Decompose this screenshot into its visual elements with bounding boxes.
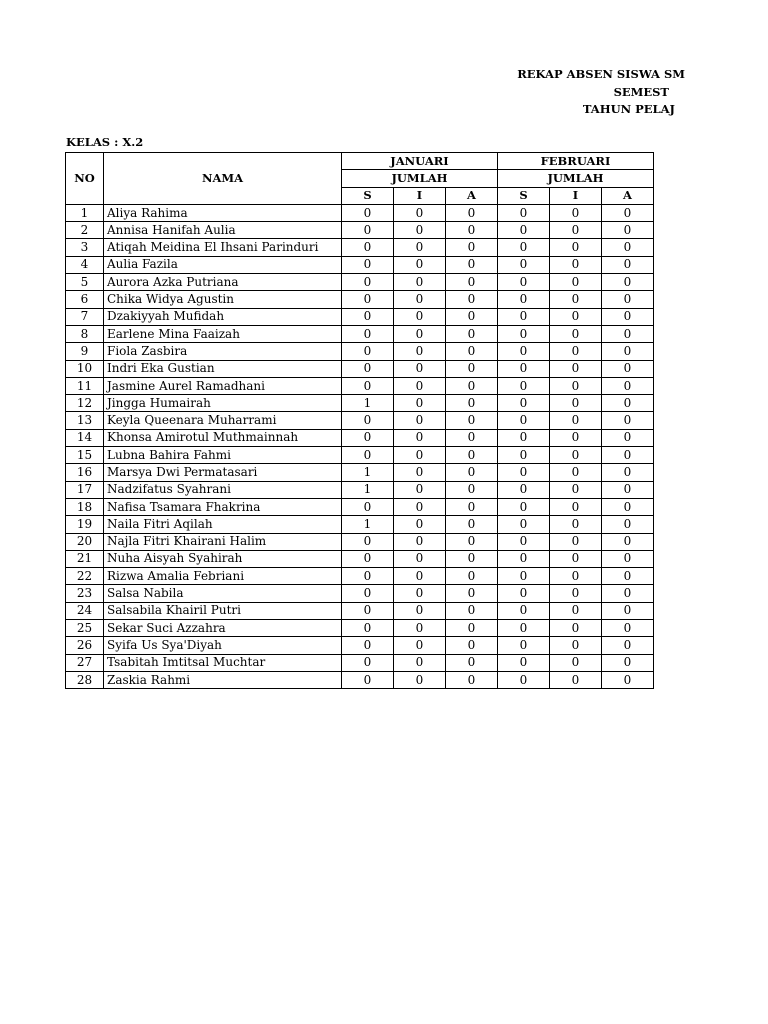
cell-a-february: 0 [602,637,654,654]
student-name: Aulia Fazila [104,256,342,273]
cell-s-january: 0 [342,222,394,239]
cell-s-february: 0 [498,481,550,498]
cell-s-february: 0 [498,343,550,360]
cell-a-january: 0 [446,585,498,602]
table-body [66,204,654,688]
student-name: Khonsa Amirotul Muthmainnah [104,429,342,446]
cell-s-february: 0 [498,325,550,342]
cell-s-january: 0 [342,274,394,291]
student-name: Jingga Humairah [104,395,342,412]
cell-s-january: 0 [342,412,394,429]
cell-a-february: 0 [602,291,654,308]
cell-i-february: 0 [550,308,602,325]
student-name: Aliya Rahima [104,204,342,221]
cell-i-february: 0 [550,429,602,446]
cell-a-february: 0 [602,602,654,619]
student-name: Indri Eka Gustian [104,360,342,377]
cell-a-january: 0 [446,481,498,498]
cell-s-january: 0 [342,256,394,273]
cell-s-january: 0 [342,239,394,256]
cell-i-february: 0 [550,516,602,533]
cell-a-january: 0 [446,602,498,619]
cell-i-february: 0 [550,654,602,671]
cell-i-january: 0 [394,308,446,325]
cell-a-january: 0 [446,325,498,342]
cell-i-january: 0 [394,429,446,446]
cell-s-february: 0 [498,498,550,515]
cell-a-january: 0 [446,360,498,377]
table-row [66,377,654,394]
cell-i-january: 0 [394,568,446,585]
student-name: Sekar Suci Azzahra [104,620,342,637]
cell-i-january: 0 [394,256,446,273]
cell-s-january: 1 [342,464,394,481]
student-name: Fiola Zasbira [104,343,342,360]
row-number: 19 [66,516,104,533]
attendance-table [65,152,654,689]
cell-a-january: 0 [446,429,498,446]
table-row [66,274,654,291]
month-header-february: FEBRUARI [498,153,654,170]
cell-s-february: 0 [498,239,550,256]
table-row [66,308,654,325]
cell-i-february: 0 [550,498,602,515]
cell-s-january: 0 [342,602,394,619]
table-header [66,153,654,205]
cell-i-february: 0 [550,204,602,221]
cell-i-january: 0 [394,274,446,291]
cell-a-february: 0 [602,412,654,429]
row-number: 28 [66,671,104,688]
cell-s-february: 0 [498,516,550,533]
table-row [66,620,654,637]
row-number: 2 [66,222,104,239]
cell-s-january: 0 [342,325,394,342]
cell-a-january: 0 [446,620,498,637]
cell-i-february: 0 [550,291,602,308]
cell-i-february: 0 [550,585,602,602]
cell-i-january: 0 [394,395,446,412]
student-name: Marsya Dwi Permatasari [104,464,342,481]
cell-i-february: 0 [550,377,602,394]
cell-i-january: 0 [394,550,446,567]
student-name: Nafisa Tsamara Fhakrina [104,498,342,515]
cell-s-february: 0 [498,256,550,273]
cell-s-january: 0 [342,637,394,654]
row-number: 14 [66,429,104,446]
cell-i-january: 0 [394,637,446,654]
cell-s-january: 0 [342,308,394,325]
cell-i-january: 0 [394,654,446,671]
student-name: Jasmine Aurel Ramadhani [104,377,342,394]
cell-s-january: 0 [342,533,394,550]
student-name: Salsa Nabila [104,585,342,602]
cell-i-january: 0 [394,343,446,360]
cell-i-february: 0 [550,620,602,637]
row-number: 16 [66,464,104,481]
cell-a-february: 0 [602,620,654,637]
student-name: Annisa Hanifah Aulia [104,222,342,239]
cell-a-february: 0 [602,377,654,394]
table-row [66,533,654,550]
report-academic-year: TAHUN PELAJ [582,102,675,116]
cell-a-january: 0 [446,654,498,671]
table-row [66,585,654,602]
cell-a-february: 0 [602,464,654,481]
col-header-a-february: A [602,187,654,204]
cell-a-january: 0 [446,274,498,291]
cell-a-february: 0 [602,447,654,464]
row-number: 13 [66,412,104,429]
cell-a-february: 0 [602,256,654,273]
cell-a-january: 0 [446,568,498,585]
cell-i-january: 0 [394,239,446,256]
row-number: 1 [66,204,104,221]
table-row [66,325,654,342]
cell-i-february: 0 [550,568,602,585]
student-name: Chika Widya Agustin [104,291,342,308]
table-row [66,395,654,412]
cell-i-january: 0 [394,204,446,221]
month-header-january: JANUARI [342,153,498,170]
student-name: Nuha Aisyah Syahirah [104,550,342,567]
cell-s-january: 0 [342,654,394,671]
cell-i-january: 0 [394,481,446,498]
cell-i-january: 0 [394,671,446,688]
table-row [66,239,654,256]
cell-i-january: 0 [394,498,446,515]
cell-a-february: 0 [602,325,654,342]
cell-s-january: 0 [342,204,394,221]
row-number: 25 [66,620,104,637]
table-row [66,637,654,654]
table-row [66,412,654,429]
student-name: Keyla Queenara Muharrami [104,412,342,429]
cell-a-january: 0 [446,308,498,325]
cell-i-january: 0 [394,533,446,550]
cell-i-january: 0 [394,620,446,637]
table-row [66,671,654,688]
cell-s-february: 0 [498,222,550,239]
student-name: Najla Fitri Khairani Halim [104,533,342,550]
cell-s-february: 0 [498,274,550,291]
cell-s-february: 0 [498,360,550,377]
cell-s-january: 0 [342,568,394,585]
cell-i-february: 0 [550,256,602,273]
cell-s-february: 0 [498,671,550,688]
table-row [66,654,654,671]
table-row [66,222,654,239]
row-number: 20 [66,533,104,550]
cell-s-january: 0 [342,585,394,602]
cell-a-january: 0 [446,464,498,481]
cell-s-january: 0 [342,343,394,360]
cell-i-february: 0 [550,325,602,342]
table-row [66,256,654,273]
cell-i-february: 0 [550,637,602,654]
cell-a-january: 0 [446,395,498,412]
cell-a-february: 0 [602,533,654,550]
cell-a-february: 0 [602,516,654,533]
cell-a-january: 0 [446,291,498,308]
cell-a-february: 0 [602,274,654,291]
cell-a-february: 0 [602,585,654,602]
cell-s-february: 0 [498,377,550,394]
cell-a-february: 0 [602,360,654,377]
row-number: 3 [66,239,104,256]
student-name: Zaskia Rahmi [104,671,342,688]
table-row [66,360,654,377]
table-row [66,498,654,515]
cell-a-february: 0 [602,204,654,221]
cell-s-february: 0 [498,585,550,602]
col-header-no: NO [66,153,104,205]
cell-a-february: 0 [602,481,654,498]
student-name: Salsabila Khairil Putri [104,602,342,619]
table-row [66,568,654,585]
row-number: 9 [66,343,104,360]
cell-i-february: 0 [550,464,602,481]
table-row [66,516,654,533]
table-row [66,204,654,221]
cell-s-january: 0 [342,360,394,377]
table-row [66,343,654,360]
report-title: REKAP ABSEN SISWA SM [517,67,685,81]
table-row [66,550,654,567]
cell-i-january: 0 [394,377,446,394]
cell-s-february: 0 [498,620,550,637]
cell-i-january: 0 [394,585,446,602]
cell-a-january: 0 [446,516,498,533]
cell-a-february: 0 [602,671,654,688]
cell-i-february: 0 [550,550,602,567]
table-row [66,464,654,481]
row-number: 17 [66,481,104,498]
cell-i-january: 0 [394,516,446,533]
cell-i-february: 0 [550,274,602,291]
class-label: KELAS : X.2 [66,135,144,149]
cell-s-january: 0 [342,671,394,688]
cell-s-february: 0 [498,568,550,585]
cell-a-january: 0 [446,671,498,688]
cell-s-january: 0 [342,498,394,515]
student-name: Earlene Mina Faaizah [104,325,342,342]
cell-s-february: 0 [498,412,550,429]
cell-s-january: 0 [342,447,394,464]
row-number: 10 [66,360,104,377]
cell-a-january: 0 [446,550,498,567]
cell-a-february: 0 [602,239,654,256]
cell-s-january: 1 [342,481,394,498]
cell-s-february: 0 [498,464,550,481]
cell-i-january: 0 [394,291,446,308]
cell-s-february: 0 [498,654,550,671]
cell-i-february: 0 [550,395,602,412]
cell-i-january: 0 [394,412,446,429]
cell-i-february: 0 [550,412,602,429]
student-name: Tsabitah Imtitsal Muchtar [104,654,342,671]
cell-a-january: 0 [446,222,498,239]
cell-s-february: 0 [498,429,550,446]
col-header-s-january: S [342,187,394,204]
jumlah-header-february: JUMLAH [498,170,654,187]
cell-a-february: 0 [602,222,654,239]
student-name: Syifa Us Sya'Diyah [104,637,342,654]
cell-s-january: 0 [342,291,394,308]
cell-s-february: 0 [498,602,550,619]
row-number: 7 [66,308,104,325]
cell-a-january: 0 [446,637,498,654]
row-number: 12 [66,395,104,412]
row-number: 4 [66,256,104,273]
student-name: Naila Fitri Aqilah [104,516,342,533]
row-number: 26 [66,637,104,654]
cell-i-february: 0 [550,343,602,360]
table-row [66,447,654,464]
row-number: 23 [66,585,104,602]
student-name: Dzakiyyah Mufidah [104,308,342,325]
cell-a-february: 0 [602,654,654,671]
cell-a-january: 0 [446,256,498,273]
cell-i-february: 0 [550,222,602,239]
cell-i-february: 0 [550,481,602,498]
cell-a-february: 0 [602,568,654,585]
table-row [66,602,654,619]
cell-s-february: 0 [498,395,550,412]
report-semester: SEMEST [613,85,669,99]
cell-s-january: 0 [342,377,394,394]
student-name: Nadzifatus Syahrani [104,481,342,498]
cell-i-february: 0 [550,447,602,464]
cell-i-february: 0 [550,533,602,550]
cell-a-january: 0 [446,447,498,464]
cell-s-january: 0 [342,620,394,637]
cell-i-january: 0 [394,464,446,481]
student-name: Aurora Azka Putriana [104,274,342,291]
row-number: 24 [66,602,104,619]
cell-s-january: 1 [342,395,394,412]
col-header-a-january: A [446,187,498,204]
row-number: 11 [66,377,104,394]
cell-i-january: 0 [394,447,446,464]
cell-a-february: 0 [602,308,654,325]
cell-s-january: 1 [342,516,394,533]
row-number: 5 [66,274,104,291]
table-row [66,481,654,498]
row-number: 6 [66,291,104,308]
cell-s-february: 0 [498,204,550,221]
cell-a-february: 0 [602,395,654,412]
cell-a-february: 0 [602,550,654,567]
col-header-name: NAMA [104,153,342,205]
cell-i-february: 0 [550,602,602,619]
cell-s-february: 0 [498,291,550,308]
cell-a-january: 0 [446,343,498,360]
cell-a-february: 0 [602,343,654,360]
row-number: 15 [66,447,104,464]
col-header-s-february: S [498,187,550,204]
cell-a-january: 0 [446,239,498,256]
col-header-i-february: I [550,187,602,204]
row-number: 21 [66,550,104,567]
cell-a-january: 0 [446,498,498,515]
jumlah-header-january: JUMLAH [342,170,498,187]
col-header-i-january: I [394,187,446,204]
cell-i-january: 0 [394,222,446,239]
cell-a-february: 0 [602,429,654,446]
row-number: 8 [66,325,104,342]
row-number: 18 [66,498,104,515]
cell-a-january: 0 [446,204,498,221]
student-name: Rizwa Amalia Febriani [104,568,342,585]
student-name: Atiqah Meidina El Ihsani Parinduri [104,239,342,256]
cell-i-february: 0 [550,360,602,377]
cell-s-january: 0 [342,429,394,446]
cell-i-february: 0 [550,671,602,688]
cell-s-january: 0 [342,550,394,567]
row-number: 22 [66,568,104,585]
cell-s-february: 0 [498,308,550,325]
cell-s-february: 0 [498,447,550,464]
cell-i-february: 0 [550,239,602,256]
cell-s-february: 0 [498,637,550,654]
table-row [66,429,654,446]
cell-i-january: 0 [394,602,446,619]
cell-i-january: 0 [394,325,446,342]
cell-a-february: 0 [602,498,654,515]
cell-a-january: 0 [446,412,498,429]
table-row [66,291,654,308]
student-name: Lubna Bahira Fahmi [104,447,342,464]
cell-a-january: 0 [446,377,498,394]
cell-i-january: 0 [394,360,446,377]
cell-s-february: 0 [498,533,550,550]
cell-s-february: 0 [498,550,550,567]
row-number: 27 [66,654,104,671]
cell-a-january: 0 [446,533,498,550]
